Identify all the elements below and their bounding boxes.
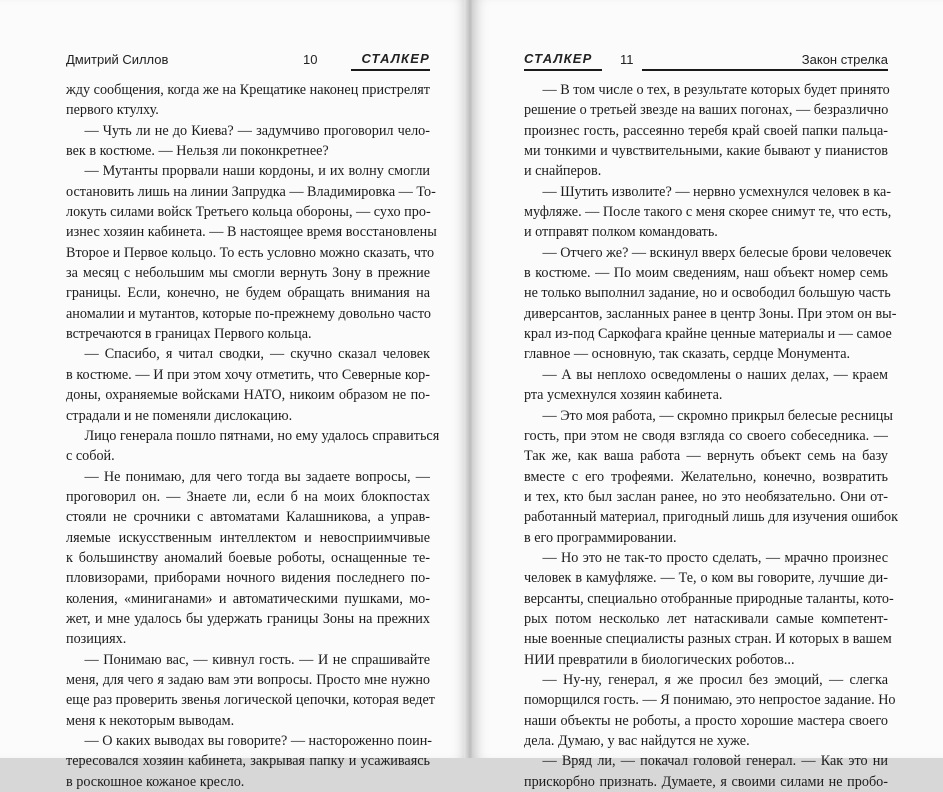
text-line: — Мутанты прорвали наши кордоны, и их волну смогли bbox=[84, 163, 430, 180]
text-line: дела. Думаю, у вас найдутся не хуже. bbox=[524, 733, 750, 749]
text-line: диверсантов, засланных ранее в центр Зоны. При этом он вы- bbox=[524, 305, 897, 322]
right-series-title: СТАЛКЕР bbox=[524, 51, 593, 66]
text-line: границы. Если, конечно, не будем обращать внимания на bbox=[66, 285, 430, 302]
text-line: меня, для чего я задаю вам эти вопросы. Просто мне нужно bbox=[66, 671, 430, 688]
left-page bbox=[0, 0, 468, 790]
text-line: и тех, кто был заслан ранее, но это необязательно. Они от- bbox=[524, 488, 888, 505]
book-title: Закон стрелка bbox=[801, 52, 888, 67]
text-line: пловизорами, приборами ночного видения последнего по- bbox=[66, 570, 430, 587]
text-line: — Спасибо, я читал сводки, — скучно сказал человек bbox=[84, 346, 430, 363]
text-line: наши объекты не роботы, а просто хорошие мастера своего bbox=[524, 712, 888, 729]
text-line: человек в камуфляже. — Те, о ком вы говорите, лучшие ди- bbox=[524, 570, 888, 587]
text-line: в костюме. — По моим сведениям, наш объект номер семь bbox=[524, 265, 888, 282]
text-line: тересовался хозяин кабинета, закрывая папку и усаживаясь bbox=[66, 753, 430, 770]
text-line: остановить лишь на линии Запрудка — Владимировка — То- bbox=[66, 183, 436, 200]
text-line: первого ктулху. bbox=[66, 102, 159, 119]
text-line: — О каких выводах вы говорите? — настороженно поин- bbox=[84, 733, 433, 749]
text-line: вместе с его трофеями. Желательно, конечно, возвратить bbox=[524, 468, 888, 485]
text-line: — Чуть ли не до Киева? — задумчиво проговорил чело- bbox=[84, 122, 430, 139]
text-line: меня к некоторым выводам. bbox=[66, 712, 235, 729]
text-line: Так же, как ваша работа — вернуть объект семь на базу bbox=[524, 448, 888, 465]
text-line: проговорил он. — Знаете ли, если б на моих блокпостах bbox=[66, 488, 430, 505]
right-page bbox=[472, 0, 943, 790]
left-page-number: 10 bbox=[303, 52, 318, 67]
text-line: за месяц с небольшим мы смогли вернуть Зону в прежние bbox=[66, 265, 430, 282]
text-line: главное — основную, так сказать, сердце Монумента. bbox=[524, 346, 851, 363]
text-line: прискорбно признать. Думаете, я своими силами не пробо- bbox=[524, 773, 888, 790]
text-line: и отправят полком командовать. bbox=[524, 224, 718, 241]
text-line: страдали и не поменяли дислокацию. bbox=[66, 407, 293, 424]
text-line: изнес хозяин кабинета. — В настоящее время восстановлены bbox=[66, 224, 437, 241]
left-header-rule bbox=[351, 69, 430, 71]
text-line: НИИ превратили в биологических роботов... bbox=[524, 651, 795, 668]
text-line: жет, и мне удалось бы удержать границы Зоны на прежних bbox=[66, 610, 430, 627]
text-line: ртa усмехнулся хозяин кабинета. bbox=[524, 387, 723, 404]
text-line: к большинству аномалий боевые роботы, оснащенные те- bbox=[66, 549, 430, 566]
text-line: — Ну-ну, генерал, я же просил без эмоций, — слегка bbox=[542, 671, 888, 688]
text-line: и снайперов. bbox=[524, 163, 602, 180]
text-line: гость, при этом не сводя взгляда со своего собеседника. — bbox=[524, 427, 888, 444]
text-line: ные военные специалисты разных стран. И которых в вашем bbox=[524, 631, 892, 648]
author-name: Дмитрий Силлов bbox=[66, 52, 169, 67]
text-line: встречаются в границах Первого кольца. bbox=[66, 326, 312, 343]
text-line: — Шутить изволите? — нервно усмехнулся человек в ка- bbox=[542, 183, 891, 200]
text-line: Лицо генерала пошло пятнами, но ему удалось справиться bbox=[84, 427, 440, 444]
text-line: — Не понимаю, для чего тогда вы задаете вопросы, — bbox=[84, 468, 430, 485]
text-line: жду сообщения, когда же на Крещатике наконец пристрелят bbox=[66, 82, 430, 98]
text-line: — Понимаю вас, — кивнул гость. — И не спрашивайте bbox=[84, 651, 430, 668]
text-line: поморщился гость. — Я понимаю, это непростое задание. Но bbox=[524, 692, 896, 709]
text-line: рых потом несколько лет натаскивали самые компетент- bbox=[524, 610, 888, 627]
right-header-rule-left bbox=[524, 69, 602, 71]
text-line: произнес гость, рассеянно теребя край своей папки пальца- bbox=[524, 122, 888, 139]
text-line: еще раз проверить звенья логической цепочки, которая ведет bbox=[66, 692, 435, 709]
text-line: позициях. bbox=[66, 631, 127, 648]
text-line: — Но это не так-то просто сделать, — мрачно произнес bbox=[542, 549, 888, 566]
text-line: решение о третьей звезде на ваших погонах, — безразлично bbox=[524, 102, 889, 119]
text-line: крал из-под Саркофага крайне ценные материалы и — самое bbox=[524, 326, 892, 343]
text-line: в его программировании. bbox=[524, 529, 677, 546]
text-line: — А вы неплохо осведомлены о наших делах, — краем bbox=[542, 366, 888, 383]
right-page-number: 11 bbox=[620, 52, 634, 67]
text-line: век в костюме. — Нельзя ли поконкретнее? bbox=[66, 143, 329, 160]
text-line: не только выполнил задание, но и освободил большую часть bbox=[524, 285, 891, 302]
left-series-title: СТАЛКЕР bbox=[361, 51, 430, 66]
text-line: ми тонкими и чувствительными, какие бывают у пианистов bbox=[524, 143, 888, 160]
text-line: — Отчего же? — вскинул вверх белесые брови человечек bbox=[542, 244, 892, 261]
text-line: версанты, специально отобранные природные таланты, кото- bbox=[524, 590, 894, 607]
text-line: муфляже. — После такого с меня скорее снимут те, что есть, bbox=[524, 204, 892, 221]
text-line: доны, охраняемые войсками НАТО, никоим образом не по- bbox=[66, 387, 430, 404]
text-line: локуть силами войск Третьего кольца обороны, — сухо про- bbox=[66, 204, 431, 221]
text-line: Второе и Первое кольцо. То есть условно можно сказать, что bbox=[66, 244, 435, 261]
text-line: коления, «миниганами» и автоматическими пушками, мо- bbox=[66, 590, 430, 607]
text-line: — Это моя работа, — скромно прикрыл белесые ресницы bbox=[542, 407, 893, 424]
text-line: ляемые искусственным интеллектом и невосприимчивые bbox=[66, 529, 430, 546]
text-line: аномалии и мутантов, которые по-прежнему довольно часто bbox=[66, 305, 432, 322]
text-line: стояли не срочники с автоматами Калашникова, а управ- bbox=[66, 509, 430, 526]
right-header-rule-right bbox=[642, 69, 888, 71]
left-body-text bbox=[66, 80, 440, 792]
text-line: — Вряд ли, — покачал головой генерал. — Как это ни bbox=[542, 753, 888, 770]
text-line: с собой. bbox=[66, 448, 115, 465]
right-body-text bbox=[524, 80, 899, 792]
text-line: в роскошное кожаное кресло. bbox=[66, 773, 245, 790]
text-line: — В том числе о тех, в результате которых будет принято bbox=[542, 82, 890, 98]
text-line: в костюме. — И при этом хочу отметить, что Северные кор- bbox=[66, 366, 430, 383]
text-line: работанный материал, пригодный лишь для изучения ошибок bbox=[524, 509, 899, 526]
